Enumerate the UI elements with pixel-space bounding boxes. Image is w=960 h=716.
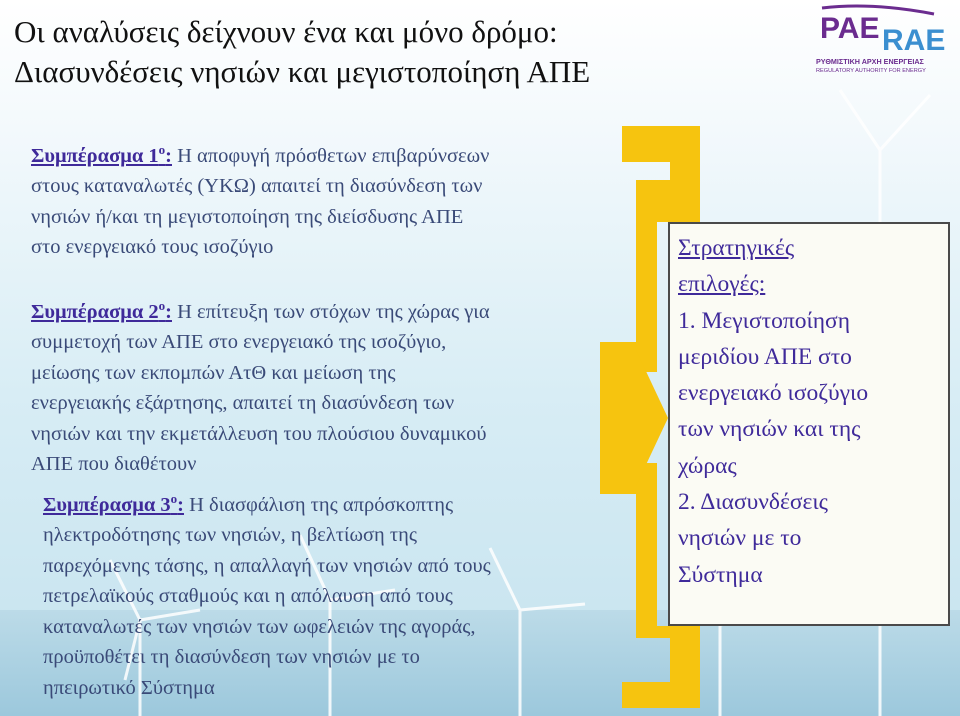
conclusion-1-line-2: στους καταναλωτές (ΥΚΩ) απαιτεί τη διασύνδεση των	[31, 175, 483, 198]
strategy-line-5: χώρας	[678, 452, 737, 479]
rae-logo	[812, 4, 956, 76]
logo-subtitle-en: REGULATORY AUTHORITY FOR ENERGY	[816, 68, 926, 74]
conclusion-1-line-3: νησιών ή/και τη μεγιστοποίηση της διείσδυσης ΑΠΕ	[31, 205, 464, 228]
conclusion-3-heading: Συμπέρασμα $3^o$:	[43, 491, 184, 516]
slide-title	[14, 12, 590, 92]
conclusion-3-line-3: παρεχόμενης τάσης, η απαλλαγή των νησιών από τους	[43, 554, 491, 577]
conclusion-3-line-4: πετρελαϊκούς σταθμούς και η απόλαυση από τους	[43, 585, 453, 608]
title-line-1: Οι αναλύσεις δείχνουν ένα και μόνο δρόμο:	[14, 14, 558, 49]
title-line-2: Διασυνδέσεις νησιών και μεγιστοποίηση ΑΠΕ	[14, 54, 591, 89]
conclusion-3-line-1: Η διασφάλιση της απρόσκοπτης	[189, 493, 454, 516]
strategy-line-6: 2. Διασυνδέσεις	[678, 489, 828, 516]
conclusion-3-line-6: προϋποθέτει τη διασύνδεση των νησιών με το	[43, 646, 420, 669]
conclusion-2-heading: Συμπέρασμα $2^o$:	[31, 298, 172, 323]
conclusion-2-line-5: νησιών και την εκμετάλλευση του πλούσιου δυναμικού	[31, 422, 487, 445]
conclusion-2-line-4: ενεργειακής εξάρτησης, απαιτεί τη διασύνδεση των	[31, 392, 455, 415]
strategy-heading-line-2: επιλογές:	[678, 271, 766, 298]
conclusion-2	[31, 291, 490, 480]
strategy-line-3: ενεργειακό ισοζύγιο	[678, 380, 869, 407]
conclusion-2-line-3: μείωσης των εκπομπών ΑτΘ και μείωση της	[31, 361, 396, 384]
conclusion-1-line-4: στο ενεργειακό τους ισοζύγιο	[31, 236, 274, 259]
strategy-line-4: των νησιών και της	[678, 416, 861, 443]
conclusion-1-heading: Συμπέρασμα $1^o$:	[31, 142, 172, 167]
strategy-line-8: Σύστημα	[678, 561, 763, 588]
conclusion-2-line-1: Η επίτευξη των στόχων της χώρας για	[177, 300, 490, 323]
conclusion-3-line-7: ηπειρωτικό Σύστημα	[43, 676, 215, 699]
conclusion-1-line-1: Η αποφυγή πρόσθετων επιβαρύνσεων	[177, 144, 490, 167]
logo-primary: PAE	[820, 12, 880, 45]
conclusion-2-line-2: συμμετοχή των ΑΠΕ στο ενεργειακό της ισοζύγιο,	[31, 331, 447, 354]
conclusion-3-line-5: καταναλωτές των νησιών των ωφελειών της αγοράς,	[43, 615, 476, 638]
logo-subtitle: ΡΥΘΜΙΣΤΙΚΗ ΑΡΧΗ ΕΝΕΡΓΕΙΑΣ	[816, 57, 924, 66]
logo-secondary: RAE	[882, 24, 946, 57]
strategy-line-2: μεριδίου ΑΠΕ στο	[678, 343, 852, 370]
strategy-heading-line-1: Στρατηγικές	[678, 235, 795, 261]
conclusion-3-line-2: ηλεκτροδότησης των νησιών, η βελτίωση της	[43, 524, 417, 547]
conclusion-2-line-6: ΑΠΕ που διαθέτουν	[31, 453, 197, 476]
conclusion-3	[43, 484, 491, 703]
conclusion-1	[31, 135, 489, 263]
strategy-box	[668, 222, 950, 626]
strategy-line-1: 1. Μεγιστοποίηση	[678, 307, 851, 334]
strategy-line-7: νησιών με το	[678, 525, 802, 552]
